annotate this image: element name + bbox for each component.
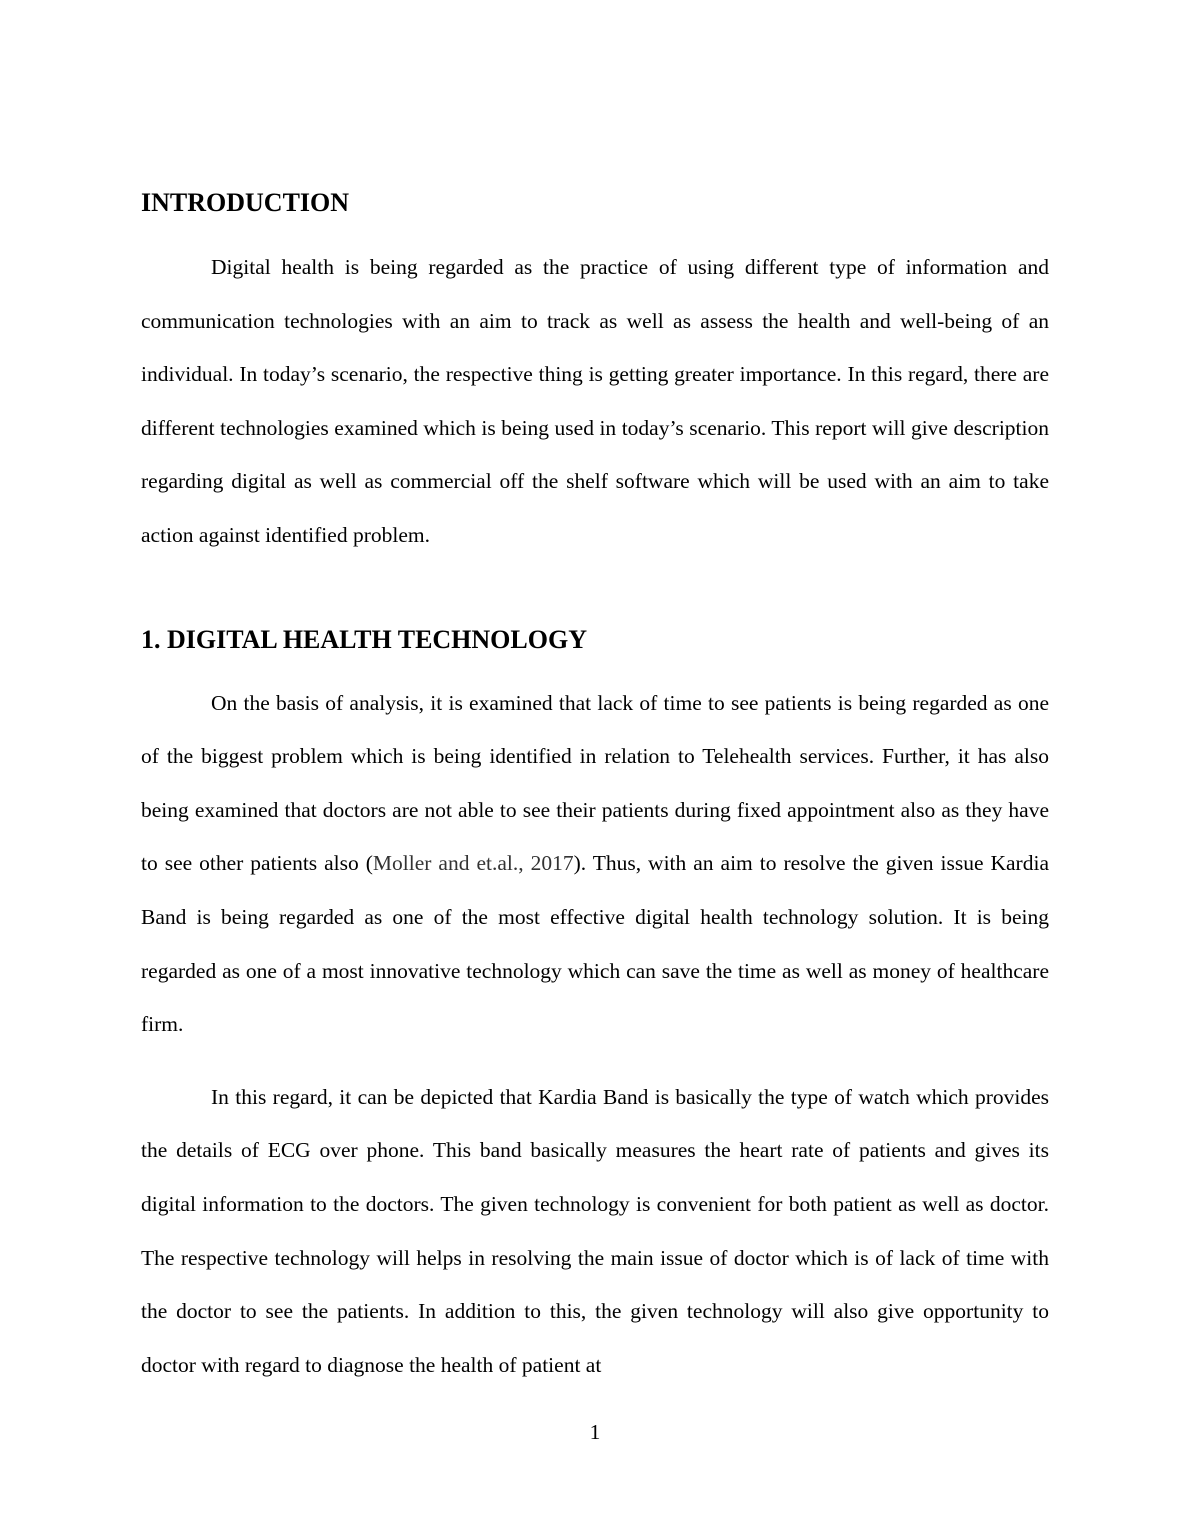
introduction-paragraph: Digital health is being regarded as the practice of using different type of information and communication technologies with an aim to track as well as assess the health and well-being of an individual. In today’s scenario, the respective thing is getting greater importance. In this regard, there are different technologies examined which is being used in today’s scenario. This report will give description regarding digital as well as commercial off the shelf software which will be used with an aim to take action against identified problem. xyxy=(141,255,1049,547)
citation-moller-2017: Moller and et.al., 2017 xyxy=(372,851,574,876)
page-number: 1 xyxy=(589,1420,601,1444)
paragraph-text-after-citation: ). Thus, with an aim to resolve the given issue Kardia Band is being regarded as one of the most effective digital health technology solution. It is being regarded as one of a most innovative technology which can save the time as well as money of healthcare firm. xyxy=(141,851,1049,1037)
paragraph-text-before-citation: On the basis of analysis, it is examined that lack of time to see patients is being regarded as one of the biggest problem which is being identified in relation to Telehealth services. Further, it has also being examined that doctors are not able to see their patients during fixed appointment also as they have to see other patients also ( xyxy=(141,690,1049,876)
page-content xyxy=(141,186,1049,1392)
section-1-heading: 1. DIGITAL HEALTH TECHNOLOGY xyxy=(141,624,587,654)
section-1-paragraph-2: In this regard, it can be depicted that Kardia Band is basically the type of watch which provides the details of ECG over phone. This band basically measures the heart rate of patients and gives its digital information to the doctors. The given technology is convenient for both patient as well as doctor. The respective technology will helps in resolving the main issue of doctor which is of lack of time with the doctor to see the patients. In addition to this, the given technology will also give opportunity to doctor with regard to diagnose the health of patient at xyxy=(141,1084,1049,1377)
introduction-heading: INTRODUCTION xyxy=(141,188,350,217)
section-1-paragraph-1 xyxy=(141,677,1049,1052)
